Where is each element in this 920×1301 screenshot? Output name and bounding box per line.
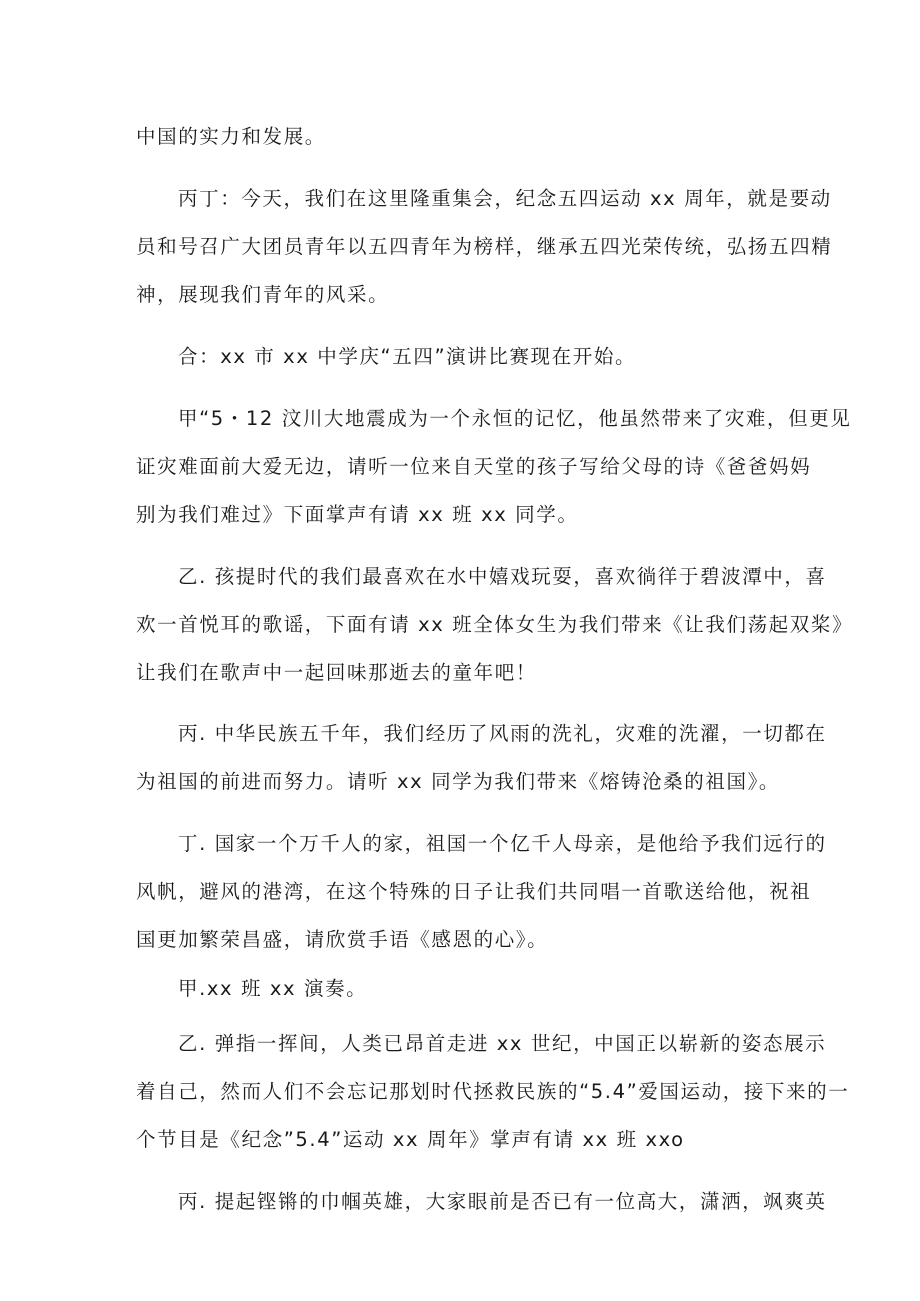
paragraph-line: 甲“5・12 汶川大地震成为一个永恒的记忆，他虽然带来了灾难，但更见 — [178, 407, 852, 430]
paragraph-line: 风帆，避风的港湾，在这个特殊的日子让我们共同唱一首歌送给他，祝祖 — [136, 880, 812, 903]
paragraph-line: 着自己，然而人们不会忘记那划时代拯救民族的“5.4”爱国运动，接下来的一 — [136, 1080, 850, 1103]
paragraph-line: 乙. 弹指一挥间，人类已昂首走进 xx 世纪，中国正以崭新的姿态展示 — [178, 1032, 827, 1055]
paragraph-line: 中国的实力和发展。 — [136, 125, 326, 148]
paragraph-line: 证灾难面前大爱无边，请听一位来自天堂的孩子写给父母的诗《爸爸妈妈 — [136, 455, 812, 478]
paragraph-line: 国更加繁荣昌盛，请欣赏手语《感恩的心》。 — [136, 928, 549, 951]
paragraph-line: 个节目是《纪念”5.4”运动 xx 周年》掌声有请 xx 班 xxo — [136, 1128, 685, 1151]
paragraph-line: 甲.xx 班 xx 演奏。 — [178, 977, 368, 1000]
paragraph-line: 让我们在歌声中一起回味那逝去的童年吧！ — [136, 661, 537, 684]
paragraph-line: 合：xx 市 xx 中学庆“五四”演讲比赛现在开始。 — [178, 345, 637, 368]
paragraph-line: 为祖国的前进而努力。请听 xx 同学为我们带来《熔铸沧桑的祖国》。 — [136, 770, 781, 793]
paragraph-line: 丙. 中华民族五千年，我们经历了风雨的洗礼，灾难的洗濯，一切都在 — [178, 722, 827, 745]
paragraph-line: 丁. 国家一个万千人的家，祖国一个亿千人母亲，是他给予我们远行的 — [178, 832, 827, 855]
paragraph-line: 别为我们难过》下面掌声有请 xx 班 xx 同学。 — [136, 503, 579, 526]
paragraph-line: 丙. 提起铿锵的巾帼英雄，大家眼前是否已有一位高大，潇洒，飒爽英 — [178, 1190, 827, 1213]
paragraph-line: 欢一首悦耳的歌谣，下面有请 xx 班全体女生为我们带来《让我们荡起双桨》 — [136, 613, 854, 636]
paragraph-line: 丙丁：今天，我们在这里隆重集会，纪念五四运动 xx 周年，就是要动 — [178, 187, 832, 210]
paragraph-line: 员和号召广大团员青年以五四青年为榜样，继承五四光荣传统，弘扬五四精 — [136, 235, 833, 258]
paragraph-line: 乙. 孩提时代的我们最喜欢在水中嬉戏玩耍，喜欢徜徉于碧波潭中，喜 — [178, 565, 827, 588]
paragraph-line: 神，展现我们青年的风采。 — [136, 283, 390, 306]
